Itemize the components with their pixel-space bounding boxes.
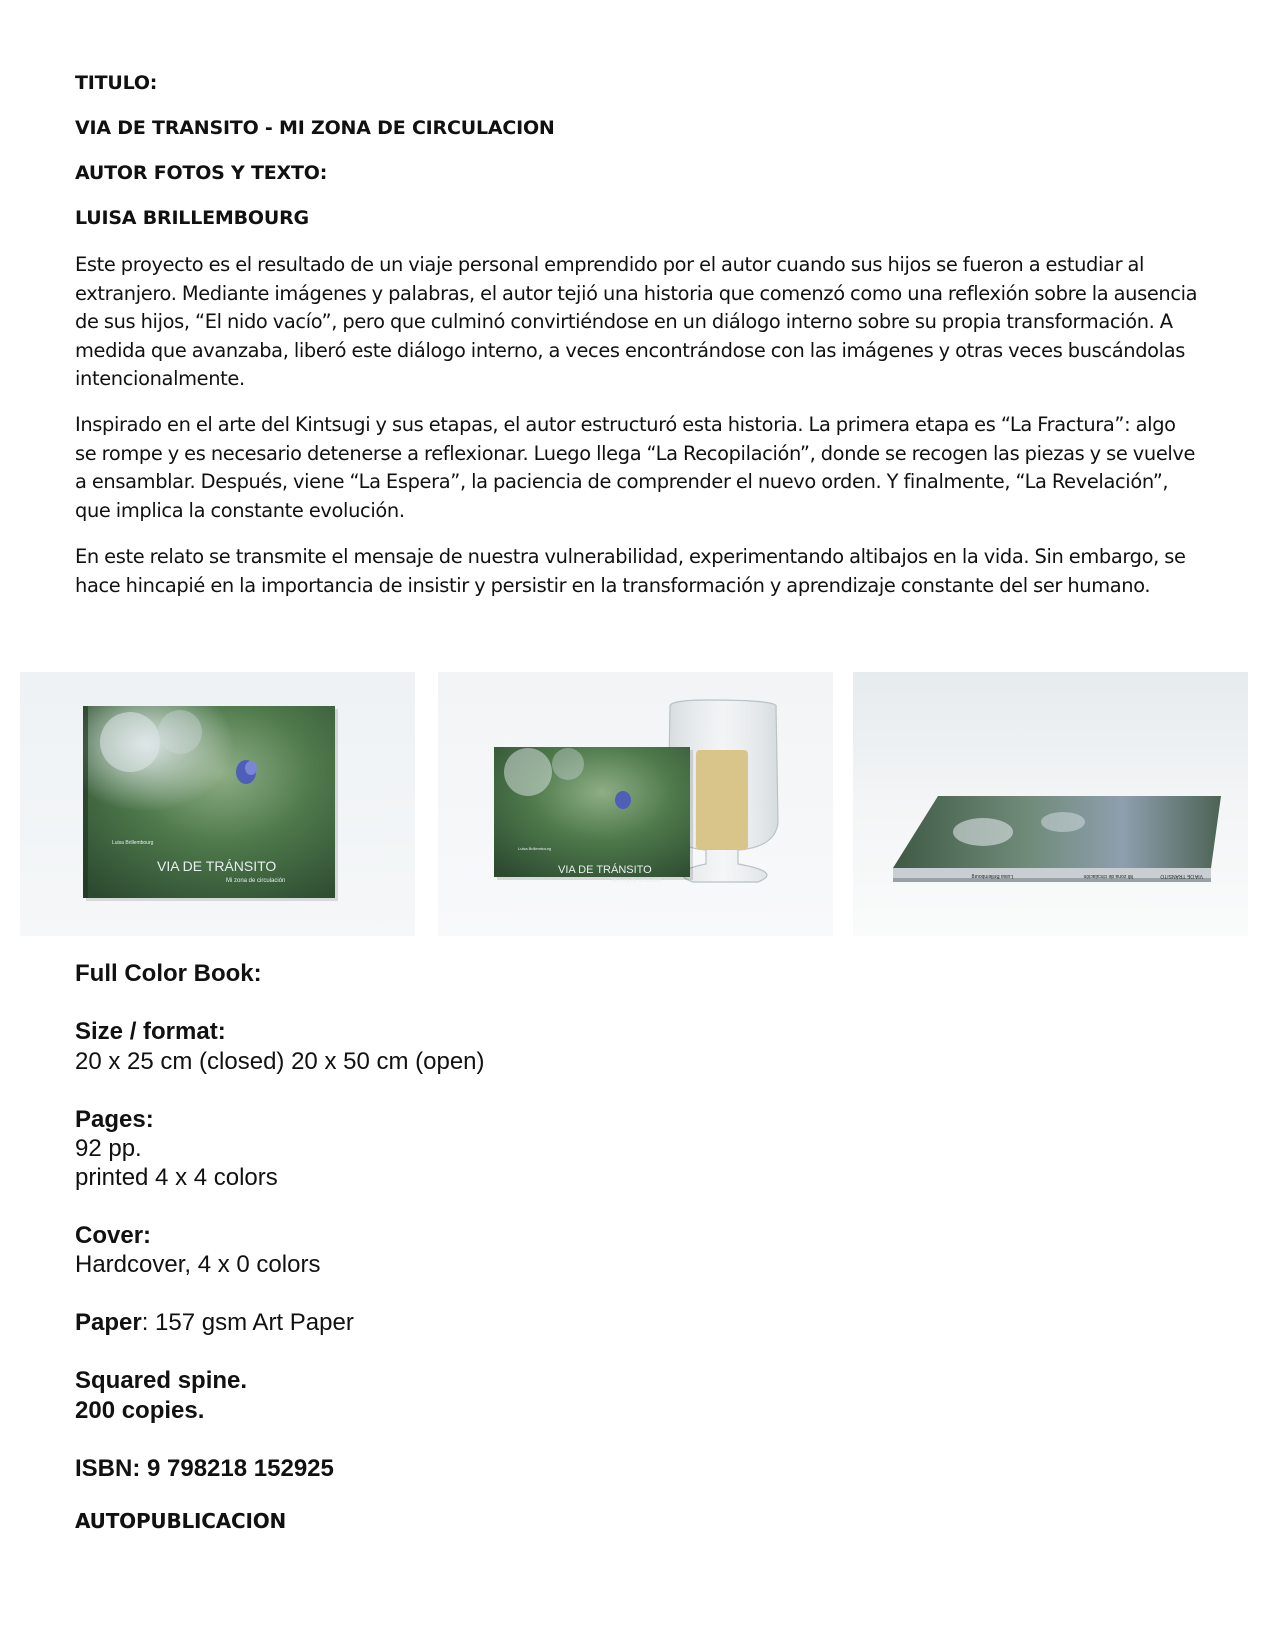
candle-cover-subtitle-text: Mi zona de circulación: [612, 878, 662, 884]
photo-book-front: [20, 672, 415, 936]
paper-value: : 157 gsm Art Paper: [141, 1309, 354, 1336]
book-spine-image: [853, 672, 1248, 936]
publishing-type: AUTOPUBLICACION: [75, 1509, 287, 1533]
pages-value: 92 pp.: [75, 1135, 142, 1162]
candle-cover-title-text: VIA DE TRÁNSITO: [558, 864, 652, 876]
candle-cover-author-text: Luisa Brillembourg: [518, 846, 552, 851]
cover-label: Cover:: [75, 1222, 152, 1249]
title-value: VIA DE TRANSITO - MI ZONA DE CIRCULACION: [75, 117, 555, 139]
pages-label: Pages:: [75, 1106, 154, 1133]
spine-title-text: VIA DE TRÁNSITO: [1160, 873, 1203, 879]
author-label: AUTOR FOTOS Y TEXTO:: [75, 162, 328, 184]
cover-author-text: Luisa Brillembourg: [112, 840, 154, 846]
cover-value: Hardcover, 4 x 0 colors: [75, 1251, 321, 1278]
size-label: Size / format:: [75, 1018, 226, 1045]
paper-label: Paper: [75, 1309, 142, 1336]
spine-author-text: Luisa Brillembourg: [971, 873, 1013, 879]
pages-print: printed 4 x 4 colors: [75, 1164, 278, 1191]
book-candle-image: [438, 672, 833, 936]
copies-spec: 200 copies.: [75, 1397, 205, 1424]
photo-book-spine: [853, 672, 1248, 936]
author-value: LUISA BRILLEMBOURG: [75, 207, 309, 229]
paragraph-1: Este proyecto es el resultado de un viaje personal emprendido por el autor cuando sus hijos se fueron a estudiar al extranjero. Mediante imágenes y palabras, el autor tejió una historia que comenzó como una reflexión sobre la ausencia de sus hijos, “El nido vacío”, pero que culminó convirtiéndose en un diálogo interno sobre su propia transformación. A medida que avanzaba, liberó este diálogo interno, a veces encontrándose con las imágenes y otras veces buscándolas intencionalmente.: [75, 253, 1198, 390]
specs-heading: Full Color Book:: [75, 960, 262, 987]
paragraph-2: Inspirado en el arte del Kintsugi y sus etapas, el autor estructuró esta historia. La primera etapa es “La Fractura”: algo se rompe y es necesario detenerse a reflexionar. Luego llega “La Recopilación”, donde se recogen las piezas y se vuelve a ensamblar. Después, viene “La Espera”, la paciencia de comprender el nuevo orden. Y finalmente, “La Revelación”, que implica la constante evolución.: [75, 413, 1196, 522]
spine-spec: Squared spine.: [75, 1367, 248, 1394]
book-front-image: [20, 672, 415, 936]
paper-line: [75, 1309, 354, 1337]
cover-subtitle-text: Mi zona de circulación: [226, 878, 286, 884]
title-label: TITULO:: [75, 72, 158, 94]
paragraph-3: En este relato se transmite el mensaje de nuestra vulnerabilidad, experimentando altibajos en la vida. Sin embargo, se hace hincapié en la importancia de insistir y persistir en la transformación y aprendizaje constante del ser humano.: [75, 545, 1186, 597]
photo-book-with-candle: [438, 672, 833, 936]
isbn: ISBN: 9 798218 152925: [75, 1455, 334, 1482]
spine-subtitle-text: Mi zona de circulación: [1083, 873, 1133, 879]
size-value: 20 x 25 cm (closed) 20 x 50 cm (open): [75, 1048, 485, 1075]
cover-title-text: VIA DE TRÁNSITO: [157, 858, 277, 874]
